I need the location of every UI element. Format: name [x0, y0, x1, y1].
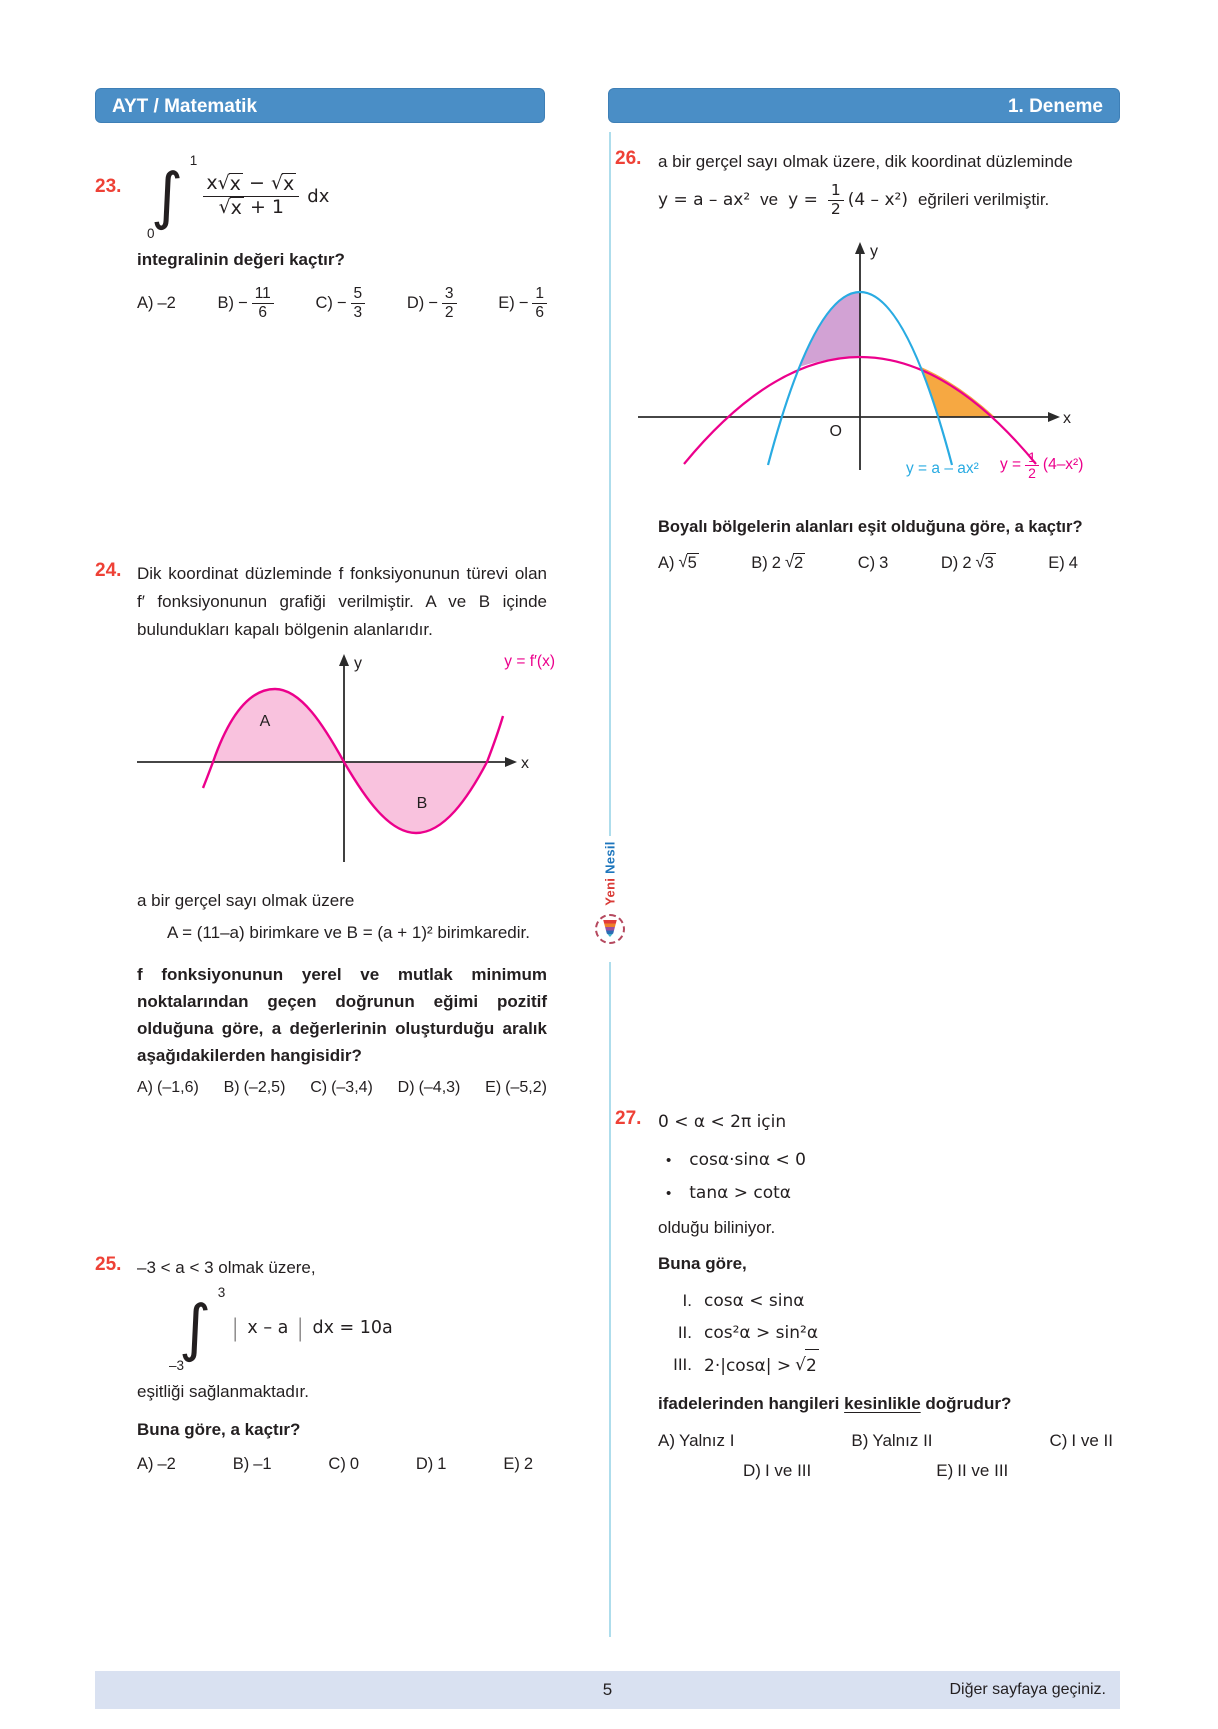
roman-item-3 [658, 1349, 1120, 1382]
q25-body: x – a [247, 1318, 289, 1338]
choice-value: I ve II [1071, 1431, 1113, 1450]
choice-label: D) [406, 293, 425, 312]
choice-d[interactable] [743, 1461, 811, 1481]
sqrt-x [218, 173, 243, 196]
x-axis-arrow-icon [1048, 412, 1060, 422]
item-text: 2·|cosα| > [704, 1355, 792, 1376]
choice-value: –2 [157, 1455, 176, 1473]
integral-upper-bound: 1 [189, 153, 198, 169]
question-25 [95, 1254, 547, 1474]
choice-label: D) [397, 1079, 415, 1096]
logo-word-yeni: Yeni [602, 877, 618, 906]
choice-e[interactable] [503, 1455, 533, 1474]
q26-formula-fraction [828, 182, 844, 219]
choice-label: B) [751, 553, 768, 572]
q27-bullets [658, 1144, 1120, 1210]
minus-sign: − [238, 293, 248, 312]
fraction-den: 6 [258, 303, 268, 321]
question-24-number: 24. [95, 560, 122, 581]
header-right-title: 1. Deneme [1007, 96, 1103, 117]
fraction-num: 5 [351, 285, 366, 304]
bullet-item [666, 1177, 1120, 1210]
choice-e[interactable] [498, 285, 547, 322]
sqrt-sign: √ [678, 553, 688, 571]
choice-d[interactable] [416, 1455, 447, 1474]
page-number: 5 [602, 1680, 613, 1699]
choice-b[interactable] [233, 1455, 272, 1474]
y-axis-arrow-icon [339, 654, 349, 666]
q24-note2: A = (11–a) birimkare ve B = (a + 1)² birimkaredir. [167, 923, 530, 942]
choice-label: D) [743, 1461, 761, 1480]
choice-label: A) [658, 1431, 675, 1450]
q23-fraction [203, 173, 299, 220]
x-axis-label: x [521, 755, 529, 772]
q26-graph [622, 222, 1082, 484]
footer-note: Diğer sayfaya geçiniz. [949, 1681, 1106, 1698]
fraction-den: 2 [1028, 464, 1036, 481]
choice-label: A) [137, 1455, 154, 1473]
q24-choices [137, 1079, 547, 1097]
choice-a[interactable] [658, 1431, 734, 1451]
q27-intro: 0 < α < 2π için [658, 1112, 787, 1132]
logo-stripes-icon [603, 920, 618, 937]
q27-stem [658, 1390, 1120, 1417]
sqrt-value [679, 553, 699, 573]
choice-b[interactable] [851, 1431, 932, 1451]
stem-pre: ifadelerinden hangileri [658, 1394, 840, 1413]
header-left-title: AYT / Matematik [112, 96, 258, 117]
q23-integral-expression [149, 152, 547, 240]
pink-eq-post: (4–x²) [1042, 456, 1084, 474]
integral-lower-bound: 0 [147, 225, 155, 241]
choice-c[interactable] [858, 554, 889, 573]
item-text: cosα < sinα [704, 1291, 805, 1311]
choice-d[interactable] [398, 1079, 461, 1097]
coefficient: 2 [771, 553, 781, 572]
q24-note1: a bir gerçel sayı olmak üzere [137, 891, 355, 910]
integral-lower-bound: –3 [169, 1357, 185, 1373]
choice-label: A) [658, 553, 675, 572]
choice-label: E) [936, 1461, 954, 1480]
q27-items [658, 1285, 1120, 1382]
q24-stem: f fonksiyonunun yerel ve mutlak minimum noktalarından geçen doğrunun eğimi pozitif olduğuna göre, a değerlerinin oluşturduğu aralık aşağıdakilerden hangisidir? [137, 965, 547, 1065]
question-27 [615, 1108, 1120, 1481]
choice-value: 4 [1068, 553, 1078, 572]
choice-value: 2 [523, 1455, 533, 1473]
choice-b[interactable] [218, 285, 274, 322]
sqrt-radicand: 2 [794, 554, 804, 572]
bullet-text: tanα > cotα [689, 1183, 791, 1203]
choice-label: C) [328, 1455, 346, 1473]
choice-value: I ve III [764, 1461, 812, 1480]
q23-denominator [216, 197, 287, 220]
q23-prompt: integralinin değeri kaçtır? [137, 250, 345, 269]
choice-e[interactable] [936, 1461, 1008, 1481]
question-23 [95, 152, 547, 322]
choice-a[interactable] [137, 1455, 176, 1474]
q27-choices-row2 [743, 1461, 1120, 1481]
minus-sign: − [336, 293, 347, 312]
choice-label: B) [232, 1455, 250, 1473]
q25-suffix: dx = 10a [312, 1318, 393, 1338]
q26-conjunction: ve [760, 190, 779, 209]
choice-value: (–1,6) [157, 1079, 199, 1096]
sqrt-radicand: x [283, 172, 295, 195]
choice-label: D) [940, 553, 959, 572]
bullet-item [666, 1144, 1120, 1177]
sqrt-value [795, 1349, 819, 1382]
integral-sign [169, 1285, 226, 1373]
choice-d[interactable] [407, 285, 457, 322]
choice-value: (–3,4) [331, 1079, 373, 1096]
choice-c[interactable] [310, 1079, 373, 1097]
question-26-number: 26. [615, 148, 642, 169]
choice-label: C) [315, 293, 333, 312]
choice-a[interactable] [137, 294, 176, 313]
minus-sign: − [518, 293, 529, 312]
region-b-label: B [416, 795, 428, 812]
integral-upper-bound: 3 [217, 1285, 226, 1301]
choice-label: C) [310, 1079, 328, 1096]
q25-choices [137, 1455, 533, 1474]
sqrt-sign: √ [217, 171, 230, 194]
roman-numeral: III. [673, 1355, 692, 1374]
header-right-bar [608, 88, 1120, 123]
x-axis-label: x [1063, 410, 1071, 427]
sqrt-radicand: x [229, 172, 241, 195]
choice-fraction [351, 285, 366, 322]
q25-integral-expression [169, 1285, 547, 1373]
publisher-logo-text [588, 836, 632, 910]
integral-glyph: ∫ [151, 159, 184, 233]
q26-intro-line1: a bir gerçel sayı olmak üzere, dik koordinat düzleminde [658, 152, 1073, 171]
fraction-num: 1 [532, 285, 547, 304]
curve-equation-label: y = f′(x) [504, 653, 555, 670]
q23-num-minus: − [248, 171, 265, 194]
blue-curve-label [906, 460, 979, 478]
choice-a[interactable] [658, 553, 699, 573]
sqrt-radicand: x [230, 196, 242, 219]
q25-stem: Buna göre, a kaçtır? [137, 1420, 301, 1439]
choice-value: (–5,2) [505, 1079, 547, 1096]
pink-eq-pre: y = [1000, 456, 1022, 474]
question-27-number: 27. [615, 1108, 642, 1129]
q26-choices [658, 553, 1078, 573]
purple-region-fill [799, 292, 860, 367]
choice-label: E) [498, 293, 515, 312]
choice-value: –2 [157, 293, 176, 312]
choice-label: E) [1048, 553, 1065, 572]
blue-curve-equation: y = a – ax² [906, 460, 979, 477]
choice-c[interactable] [328, 1455, 359, 1474]
q23-numerator [203, 173, 299, 197]
fraction-den: 2 [830, 199, 841, 218]
choice-value: –1 [253, 1455, 272, 1473]
fraction-num: 1 [828, 182, 844, 201]
item-text: cos²α > sin²α [704, 1323, 819, 1343]
region-a-fill [213, 689, 344, 762]
y-axis-label: y [354, 655, 362, 672]
choice-fraction [252, 285, 274, 322]
roman-item-2 [658, 1317, 1120, 1349]
sqrt-value [976, 553, 996, 573]
roman-numeral: II. [677, 1323, 692, 1342]
sqrt-radicand: 2 [805, 1349, 819, 1382]
choice-b[interactable] [751, 553, 805, 573]
stem-underlined-word: kesinlikle [844, 1394, 921, 1413]
choice-label: C) [1049, 1431, 1068, 1450]
sqrt-sign: √ [218, 195, 231, 218]
q27-note: olduğu biliniyor. [658, 1218, 776, 1237]
q26-formula-pink-post: (4 – x²) [847, 190, 908, 210]
item-text-wrap [704, 1349, 819, 1382]
choice-label: B) [851, 1431, 869, 1450]
integral-glyph: ∫ [179, 1291, 212, 1365]
roman-item-1 [658, 1285, 1120, 1317]
choice-label: A) [137, 1079, 153, 1096]
choice-fraction [442, 285, 457, 322]
q23-den-tail: + 1 [249, 195, 285, 218]
pink-curve-label [1000, 450, 1083, 480]
bullet-icon: • [666, 1152, 672, 1169]
choice-label: A) [137, 293, 154, 312]
question-26 [615, 148, 1120, 573]
choice-label: E) [503, 1455, 520, 1473]
minus-sign: − [428, 293, 438, 312]
choice-b[interactable] [224, 1079, 286, 1097]
choice-value: II ve III [957, 1461, 1009, 1480]
choice-label: E) [485, 1079, 502, 1096]
choice-c[interactable] [1049, 1431, 1113, 1451]
choice-a[interactable] [137, 1079, 199, 1097]
question-23-number: 23. [95, 176, 122, 197]
q27-choices-row1 [658, 1431, 1113, 1451]
choice-e[interactable] [1048, 554, 1078, 573]
sqrt-value [785, 553, 805, 573]
logo-circle-icon [595, 914, 625, 944]
question-24 [95, 560, 555, 1097]
fraction-den: 6 [535, 303, 544, 321]
choice-c[interactable] [315, 285, 365, 322]
question-25-number: 25. [95, 1254, 122, 1275]
parabolas-chart [622, 222, 1072, 472]
publisher-logo [588, 836, 632, 962]
q25-note: eşitliği sağlanmaktadır. [137, 1382, 309, 1401]
choice-label: B) [217, 293, 235, 312]
y-axis-arrow-icon [855, 242, 865, 254]
choice-value: 3 [879, 553, 889, 572]
integral-sign [147, 153, 198, 241]
choice-label: C) [857, 553, 876, 572]
choice-e[interactable] [485, 1079, 547, 1097]
q26-formula-pink-pre: y = [788, 190, 818, 210]
choice-value: Yalnız II [872, 1431, 933, 1450]
q27-lead: Buna göre, [658, 1254, 747, 1273]
fraction-num: 1 [1025, 450, 1039, 466]
choice-fraction [532, 285, 547, 322]
q26-stem: Boyalı bölgelerin alanları eşit olduğuna göre, a kaçtır? [658, 518, 1083, 536]
choice-value: (–2,5) [243, 1079, 286, 1096]
fraction-den: 2 [444, 303, 454, 321]
sqrt-radicand: 3 [984, 554, 994, 572]
choice-value: Yalnız I [679, 1431, 735, 1450]
footer-bar [95, 1671, 1120, 1709]
sqrt-x [271, 173, 296, 196]
fraction-den: 3 [353, 303, 363, 321]
q23-num-x: x [206, 171, 218, 194]
bullet-icon: • [666, 1185, 672, 1202]
roman-numeral: I. [682, 1291, 692, 1310]
q24-graph [117, 648, 555, 873]
q23-choices [137, 285, 547, 322]
q26-outro: eğrileri verilmiştir. [917, 190, 1050, 209]
choice-label: B) [223, 1079, 240, 1096]
derivative-curve-chart [117, 648, 557, 868]
x-axis-arrow-icon [505, 757, 517, 767]
pink-eq-fraction [1025, 450, 1039, 480]
header-left-bar [95, 88, 545, 123]
q23-dx: dx [307, 185, 330, 207]
sqrt-sign: √ [784, 553, 795, 571]
q24-intro: Dik koordinat düzleminde f fonksiyonunun türevi olan f′ fonksiyonunun grafiği verilmiştir. A ve B içinde bulundukları kapalı bölgenin alanlarıdır. [137, 564, 547, 639]
choice-label: D) [415, 1455, 434, 1473]
sqrt-sign: √ [975, 553, 985, 571]
sqrt-sign: √ [270, 171, 284, 194]
q25-intro: –3 < a < 3 olmak üzere, [137, 1258, 316, 1277]
fraction-num: 3 [442, 285, 457, 304]
abs-bar: | [297, 1314, 304, 1342]
logo-word-nesil: Nesil [602, 840, 618, 874]
fraction-num: 11 [252, 285, 274, 304]
bullet-text: cosα·sinα < 0 [689, 1150, 806, 1170]
coefficient: 2 [962, 553, 972, 572]
q26-formula-blue: y = a – ax² [658, 190, 751, 210]
origin-label: O [829, 423, 842, 440]
abs-bar: | [232, 1314, 239, 1342]
y-axis-label: y [870, 243, 878, 260]
q26-intro-formulas [658, 178, 1120, 222]
sqrt-sign: √ [795, 1355, 806, 1375]
sqrt-radicand: 5 [687, 554, 697, 572]
stem-post: doğrudur? [925, 1394, 1012, 1413]
region-a-label: A [259, 713, 271, 730]
choice-value: 1 [437, 1455, 447, 1473]
sqrt-x [219, 197, 244, 220]
choice-value: 0 [349, 1455, 360, 1473]
choice-d[interactable] [941, 553, 996, 573]
choice-value: (–4,3) [418, 1079, 461, 1096]
